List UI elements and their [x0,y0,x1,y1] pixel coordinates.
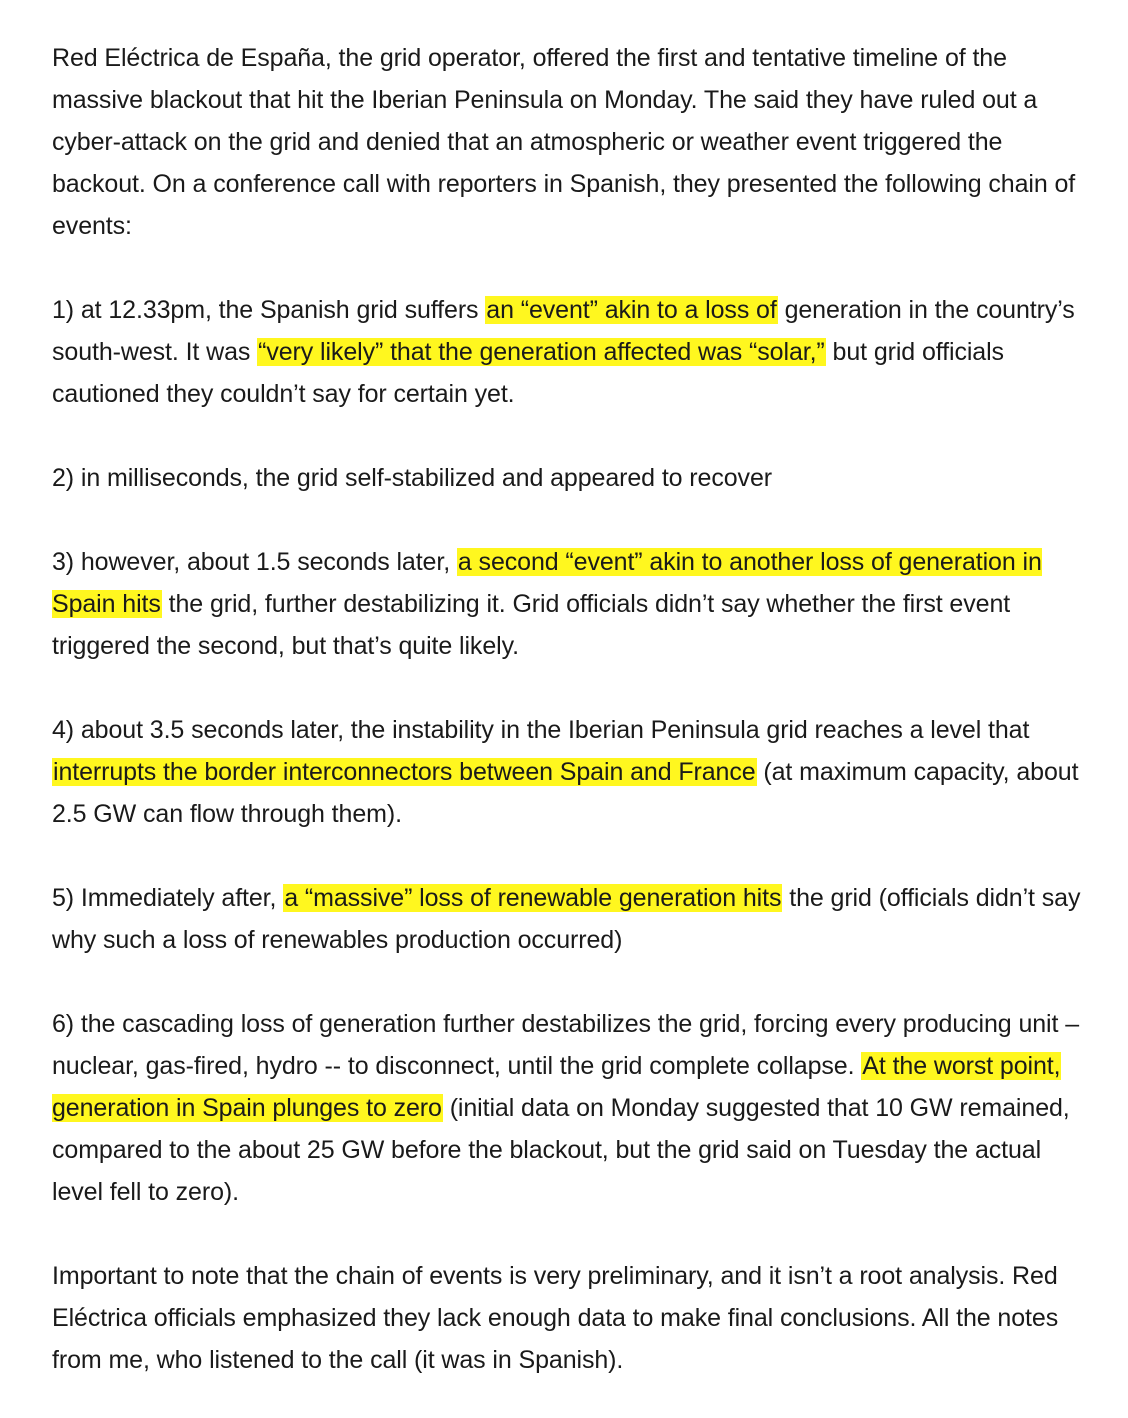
body-text: but grid officials cautioned they couldn’t say for certain yet. [52,338,1004,408]
highlighted-text: interrupts the border interconnectors between Spain and France [53,758,756,786]
body-text: 6) the cascading loss of generation further destabilizes the grid, forcing every producing unit – nuclear, gas-fired, hydro -- to disconnect, until the grid complete collapse. [52,1010,1080,1080]
body-text: Important to note that the chain of events is very preliminary, and it isn’t a root analysis. Red Eléctrica officials emphasized they lack enough data to make final conclusions. All the notes from me, who listened to the call (it was in Spanish). [52,1262,1059,1374]
body-text: 4) about 3.5 seconds later, the instability in the Iberian Peninsula grid reaches a level that [52,716,1030,744]
body-text: 1) at 12.33pm, the Spanish grid suffers [52,296,486,324]
body-text: 5) Immediately after, [52,884,284,912]
paragraph-5 [52,709,1092,835]
highlighted-text: a second “event” akin to another loss of generation in Spain hits [52,548,1042,618]
paragraph-7 [52,1003,1092,1213]
paragraph-3 [52,457,1092,499]
paragraph-8 [52,1255,1092,1381]
paragraph-1 [52,37,1092,247]
body-text: 3) however, about 1.5 seconds later, [52,548,457,576]
body-text: the grid, further destabilizing it. Grid officials didn’t say whether the first event triggered the second, but that’s quite likely. [52,590,1011,660]
body-text: (at maximum capacity, about 2.5 GW can flow through them). [52,758,1079,828]
paragraph-2 [52,289,1092,415]
paragraph-6 [52,877,1092,961]
highlighted-text: an “event” akin to a loss of [486,296,777,324]
highlighted-text: “very likely” that the generation affected was “solar,” [258,338,825,366]
body-text: Red Eléctrica de España, the grid operator, offered the first and tentative timeline of the massive blackout that hit the Iberian Peninsula on Monday. The said they have ruled out a cyber-attack on the grid and denied that an atmospheric or weather event triggered the backout. On a conference call with reporters in Spanish, they presented the following chain of events: [52,44,1076,240]
highlighted-text: At the worst point, generation in Spain plunges to zero [52,1052,1061,1122]
paragraph-4 [52,541,1092,667]
body-text: 2) in milliseconds, the grid self-stabilized and appeared to recover [52,464,772,492]
highlighted-text: a “massive” loss of renewable generation hits [284,884,782,912]
body-text: generation in the country’s south-west. It was [52,296,1075,366]
body-text: the grid (officials didn’t say why such a loss of renewables production occurred) [52,884,1081,954]
body-text: (initial data on Monday suggested that 10 GW remained, compared to the about 25 GW before the blackout, but the grid said on Tuesday the actual level fell to zero). [52,1094,1070,1206]
